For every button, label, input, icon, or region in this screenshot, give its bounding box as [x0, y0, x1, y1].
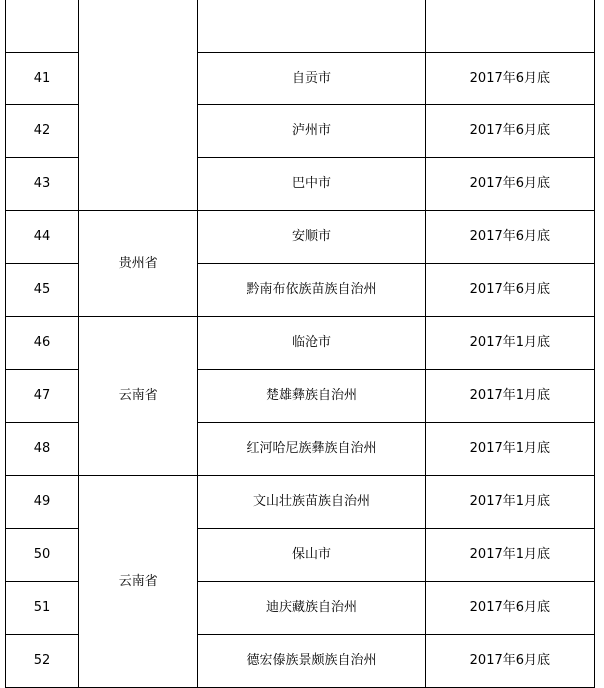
row-number-cell: 51: [6, 582, 79, 635]
city-cell: [198, 0, 425, 53]
city-cell: 红河哈尼族彝族自治州: [198, 423, 425, 476]
row-number-cell: 52: [6, 635, 79, 688]
province-cell: 云南省: [79, 317, 198, 476]
table-row: [6, 317, 595, 370]
province-cell: 贵州省: [79, 211, 198, 317]
deadline-cell: [425, 0, 594, 53]
deadline-cell: 2017年6月底: [425, 105, 594, 158]
city-cell: 自贡市: [198, 53, 425, 105]
table-row: [6, 211, 595, 264]
table-row: [6, 476, 595, 529]
deadline-cell: 2017年6月底: [425, 53, 594, 105]
city-cell: 黔南布依族苗族自治州: [198, 264, 425, 317]
row-number-cell: 45: [6, 264, 79, 317]
row-number-cell: 44: [6, 211, 79, 264]
deadline-cell: 2017年6月底: [425, 264, 594, 317]
city-cell: 保山市: [198, 529, 425, 582]
row-number-cell: 43: [6, 158, 79, 211]
province-cell: [79, 0, 198, 211]
row-number-cell: 49: [6, 476, 79, 529]
row-number-cell: 50: [6, 529, 79, 582]
city-cell: 泸州市: [198, 105, 425, 158]
city-cell: 迪庆藏族自治州: [198, 582, 425, 635]
row-number-cell: 42: [6, 105, 79, 158]
deadline-cell: 2017年1月底: [425, 476, 594, 529]
deadline-cell: 2017年1月底: [425, 370, 594, 423]
city-cell: 安顺市: [198, 211, 425, 264]
city-schedule-table: [5, 0, 595, 688]
city-cell: 德宏傣族景颇族自治州: [198, 635, 425, 688]
deadline-cell: 2017年1月底: [425, 423, 594, 476]
city-cell: 楚雄彝族自治州: [198, 370, 425, 423]
city-cell: 文山壮族苗族自治州: [198, 476, 425, 529]
row-number-cell: 48: [6, 423, 79, 476]
deadline-cell: 2017年6月底: [425, 582, 594, 635]
deadline-cell: 2017年6月底: [425, 635, 594, 688]
deadline-cell: 2017年6月底: [425, 158, 594, 211]
row-number-cell: [6, 0, 79, 53]
city-cell: 临沧市: [198, 317, 425, 370]
row-number-cell: 46: [6, 317, 79, 370]
province-cell: 云南省: [79, 476, 198, 688]
deadline-cell: 2017年1月底: [425, 529, 594, 582]
table-row: [6, 0, 595, 53]
city-cell: 巴中市: [198, 158, 425, 211]
row-number-cell: 41: [6, 53, 79, 105]
deadline-cell: 2017年6月底: [425, 211, 594, 264]
row-number-cell: 47: [6, 370, 79, 423]
deadline-cell: 2017年1月底: [425, 317, 594, 370]
